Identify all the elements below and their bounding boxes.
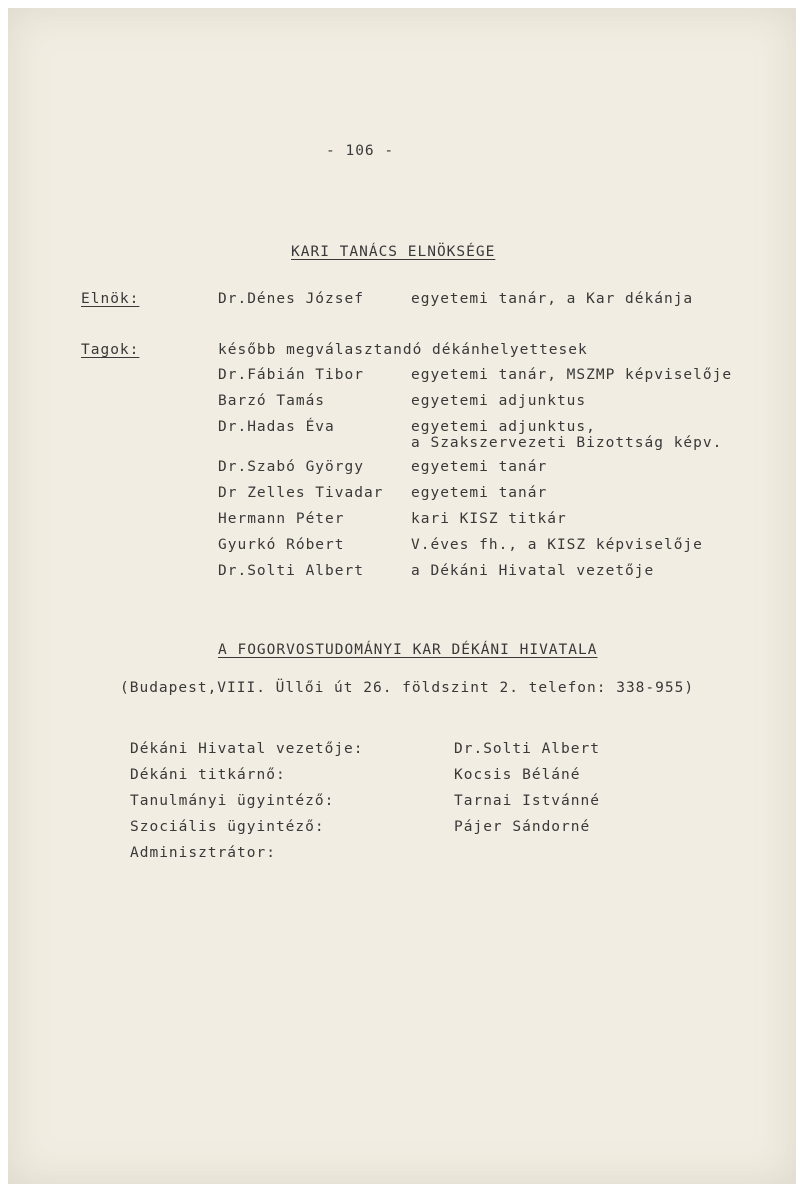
chair-name: Dr.Dénes József — [218, 291, 364, 307]
member-name: Hermann Péter — [218, 511, 345, 527]
member-name: Barzó Tamás — [218, 393, 326, 409]
member-name: Dr.Fábián Tibor — [218, 367, 364, 383]
member-name: Dr.Hadas Éva — [218, 419, 335, 435]
staff-position: Tanulmányi ügyintéző: — [130, 793, 335, 809]
member-role: a Dékáni Hivatal vezetője — [411, 563, 655, 579]
member-role: egyetemi tanár — [411, 459, 548, 475]
staff-name: Dr.Solti Albert — [454, 741, 600, 757]
member-name: Dr.Solti Albert — [218, 563, 364, 579]
office-address: (Budapest,VIII. Üllői út 26. földszint 2. telefon: 338-955) — [120, 680, 695, 696]
chair-label: Elnök: — [81, 291, 140, 307]
council-title: KARI TANÁCS ELNÖKSÉGE — [291, 244, 496, 260]
member-role: egyetemi tanár, MSZMP képviselője — [411, 367, 733, 383]
member-role: kari KISZ titkár — [411, 511, 567, 527]
staff-position: Dékáni titkárnő: — [130, 767, 286, 783]
page-number: - 106 - — [326, 143, 395, 159]
member-role-continuation: a Szakszervezeti Bizottság képv. — [411, 435, 723, 451]
members-note: később megválasztandó dékánhelyettesek — [218, 342, 588, 358]
staff-name: Kocsis Béláné — [454, 767, 581, 783]
staff-position: Adminisztrátor: — [130, 845, 276, 861]
staff-position: Szociális ügyintéző: — [130, 819, 325, 835]
staff-name: Pájer Sándorné — [454, 819, 591, 835]
member-role: V.éves fh., a KISZ képviselője — [411, 537, 703, 553]
staff-name: Tarnai Istvánné — [454, 793, 600, 809]
member-role: egyetemi adjunktus — [411, 393, 587, 409]
members-label: Tagok: — [81, 342, 140, 358]
member-role: egyetemi adjunktus, — [411, 419, 596, 435]
chair-role: egyetemi tanár, a Kar dékánja — [411, 291, 694, 307]
member-name: Gyurkó Róbert — [218, 537, 345, 553]
staff-position: Dékáni Hivatal vezetője: — [130, 741, 364, 757]
document-page — [8, 8, 796, 1184]
member-name: Dr Zelles Tivadar — [218, 485, 384, 501]
member-name: Dr.Szabó György — [218, 459, 364, 475]
member-role: egyetemi tanár — [411, 485, 548, 501]
office-title: A FOGORVOSTUDOMÁNYI KAR DÉKÁNI HIVATALA — [218, 642, 598, 658]
